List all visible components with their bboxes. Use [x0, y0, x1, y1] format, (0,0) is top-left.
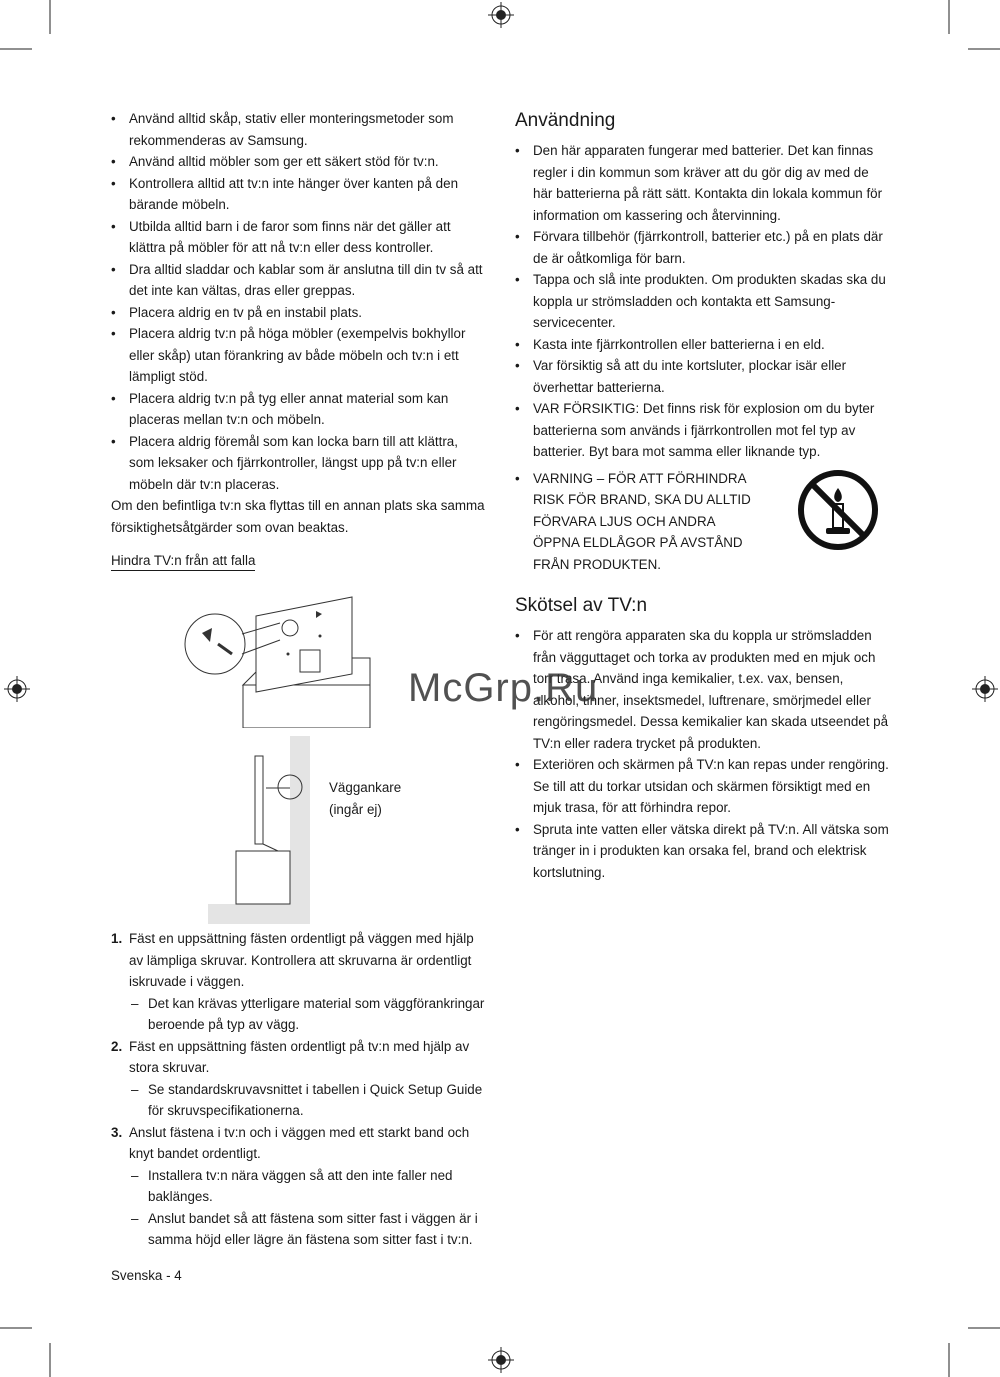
heading-usage: Användning	[515, 110, 616, 131]
registration-mark-left	[4, 676, 30, 702]
step-text: Fäst en uppsättning fästen ordentligt på tv:n med hjälp av stora skruvar.	[129, 1038, 470, 1075]
wall-anchor-note: (ingår ej)	[329, 801, 382, 817]
list-item: • Exteriören och skärmen på TV:n kan repas under rengöring. Se till att du torkar utsidan och skärmen försiktigt med en mjuk trasa, för att förhindra repor.	[515, 754, 890, 819]
list-item: • Använd alltid skåp, stativ eller monteringsmetoder som rekommenderas av Samsung.	[111, 108, 486, 151]
list-item: • Tappa och slå inte produkten. Om produkten skadas ska du koppla ur strömsladden och kontakta ett Samsung-servicecenter.	[515, 269, 890, 334]
list-item: • Kontrollera alltid att tv:n inte hänger över kanten på den bärande möbeln.	[111, 173, 486, 216]
list-item: • För att rengöra apparaten ska du koppla ur strömsladden från vägguttaget och torka av produkten med en mjuk och torr trasa. Använd inga kemikalier, t.ex. vax, bensen, alkohol, tinner, insektsmedel, luftrenare, smörjmedel eller rengöringsmedel. Dessa kemikalier kan skada utseendet på TV:n eller radera trycket på produkten.	[515, 625, 890, 754]
page-footer: Svenska - 4	[111, 1268, 182, 1283]
step-text: Fäst en uppsättning fästen ordentligt på väggen med hjälp av lämpliga skruvar. Kontrollera att skruvarna är ordentligt iskruvade i väggen.	[129, 931, 474, 989]
left-column	[111, 108, 486, 572]
list-item: • Placera aldrig föremål som kan locka barn till att klättra, som leksaker och fjärrkontroller, längst upp på tv:n eller möbeln där tv:n placeras.	[111, 431, 486, 496]
heading-care: Skötsel av TV:n	[515, 595, 648, 616]
registration-mark-top	[488, 2, 514, 28]
tv-stand-illustration	[180, 588, 380, 728]
usage-list	[515, 140, 890, 463]
wall-anchor-illustration	[208, 736, 313, 924]
relocation-paragraph: Om den befintliga tv:n ska flyttas till en annan plats ska samma försiktighetsåtgärder som ovan beaktas.	[111, 498, 485, 535]
installation-steps	[111, 928, 486, 1251]
list-item: • Utbilda alltid barn i de faror som finns när det gäller att klättra på möbler för att nå tv:n eller dess kontroller.	[111, 216, 486, 259]
section-subheading: Hindra TV:n från att falla	[111, 551, 255, 571]
warning-list	[515, 468, 760, 576]
step-1	[111, 928, 486, 1036]
step-3	[111, 1122, 486, 1251]
safety-list	[111, 108, 486, 495]
list-item: • Spruta inte vatten eller vätska direkt på TV:n. All vätska som tränger in i produkten kan orsaka fel, brand och elektrisk kortslutning.	[515, 819, 890, 884]
wall-anchor-label: Väggankare	[329, 780, 402, 795]
step-2	[111, 1036, 486, 1122]
list-item: • Placera aldrig en tv på en instabil plats.	[111, 302, 486, 324]
step-number: 1.	[111, 931, 123, 946]
list-item: • Placera aldrig tv:n på tyg eller annat material som kan placeras mellan tv:n och möbeln.	[111, 388, 486, 431]
care-list	[515, 625, 890, 883]
step-note: – Installera tv:n nära väggen så att den inte faller ned baklänges.	[129, 1165, 486, 1208]
step-note: – Se standardskruvavsnittet i tabellen i Quick Setup Guide för skruvspecifikationerna.	[129, 1079, 486, 1122]
list-item: • Dra alltid sladdar och kablar som är anslutna till din tv så att det inte kan vältas, dras eller greppas.	[111, 259, 486, 302]
warning-item: • VARNING – FÖR ATT FÖRHINDRA RISK FÖR BRAND, SKA DU ALLTID FÖRVARA LJUS OCH ANDRA ÖPPNA ELDLÅGOR PÅ AVSTÅND FRÅN PRODUKTEN.	[515, 468, 760, 576]
caution-item	[515, 398, 890, 463]
list-item: • Kasta inte fjärrkontrollen eller batterierna i en eld.	[515, 334, 890, 356]
list-item: • Placera aldrig tv:n på höga möbler (exempelvis bokhyllor eller skåp) utan förankring av både möbeln och tv:n i ett lämpligt stöd.	[111, 323, 486, 388]
step-number: 2.	[111, 1038, 123, 1054]
list-item: • Var försiktig så att du inte kortsluter, plockar isär eller överhettar batterierna.	[515, 355, 890, 398]
list-item: • Använd alltid möbler som ger ett säkert stöd för tv:n.	[111, 151, 486, 173]
wall-anchor-caption	[329, 777, 401, 820]
registration-mark-right	[972, 676, 998, 702]
caution-label: VAR FÖRSIKTIG	[533, 401, 636, 416]
step-text: Anslut fästena i tv:n och i väggen med ett starkt band och knyt bandet ordentligt.	[129, 1124, 470, 1161]
list-item: • Förvara tillbehör (fjärrkontroll, batterier etc.) på en plats där de är oåtkomliga för barn.	[515, 226, 890, 269]
no-open-flame-icon	[796, 468, 880, 552]
list-item: • Den här apparaten fungerar med batterier. Det kan finnas regler i din kommun som kräver att du gör dig av med de här batterierna på rätt sätt. Kontakta din lokala kommun för information om kassering och återvinning.	[515, 140, 890, 226]
step-number: 3.	[111, 1124, 123, 1140]
watermark-text: McGrp.Ru	[408, 666, 599, 710]
step-note: – Det kan krävas ytterligare material som väggförankringar beroende på typ av vägg.	[129, 993, 486, 1036]
registration-mark-bottom	[488, 1347, 514, 1373]
step-note: – Anslut bandet så att fästena som sitter fast i väggen är i samma höjd eller lägre än fästena som sitter fast i tv:n.	[129, 1208, 486, 1251]
caution-text: : Det finns risk för explosion om du byter batterierna som används i fjärrkontrollen mot fel typ av batterier. Byt bara mot samma eller liknande typ.	[533, 401, 875, 459]
